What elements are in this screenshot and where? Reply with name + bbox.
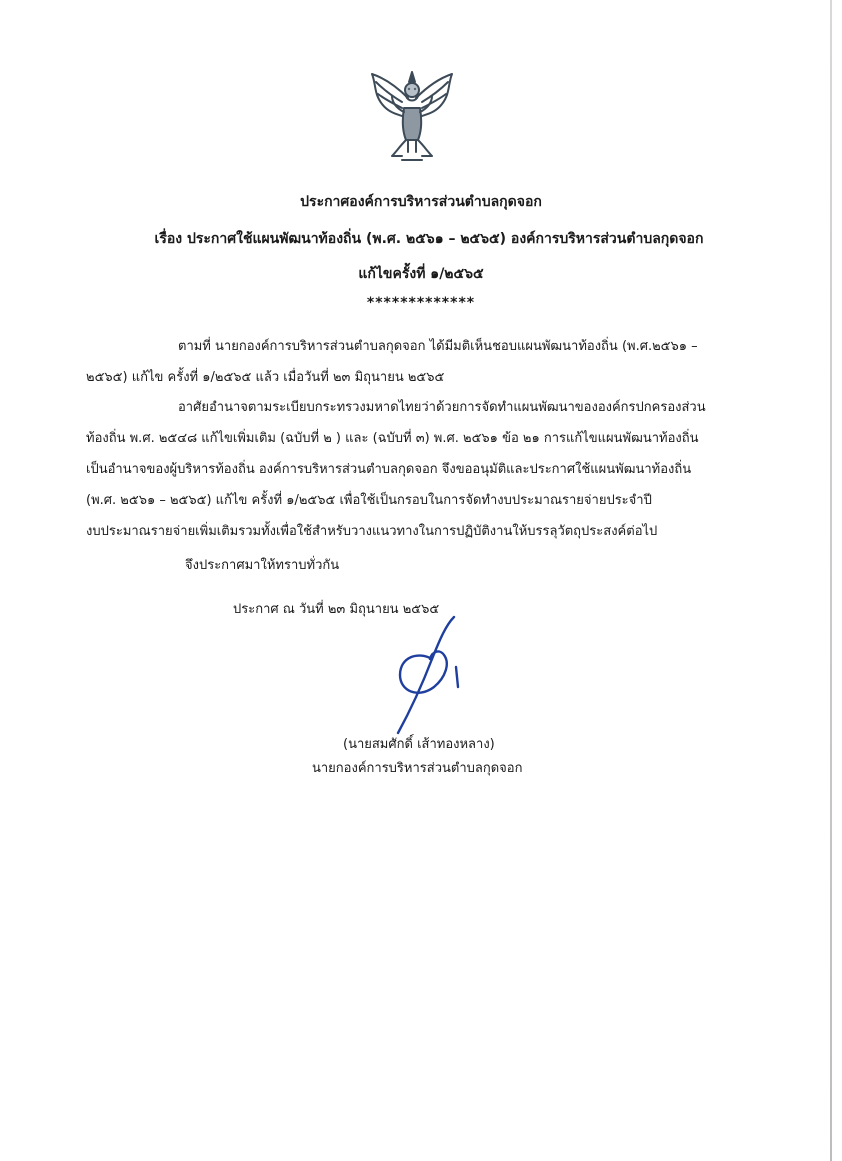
paragraph-1-line: ตามที่ นายกองค์การบริหารส่วนตำบลกุดจอก ได้มีมติเห็นชอบแผนพัฒนาท้องถิ่น (พ.ศ.๒๕๖๑ – (178, 339, 698, 354)
signatory-position: นายกองค์การบริหารส่วนตำบลกุดจอก (312, 761, 523, 776)
notice-revision: แก้ไขครั้งที่ ๑/๒๕๖๕ (358, 266, 484, 282)
announcement-date: ประกาศ ณ วันที่ ๒๓ มิถุนายน ๒๕๖๕ (233, 602, 440, 617)
separator-stars: ************* (366, 295, 476, 311)
closing-statement: จึงประกาศมาให้ทราบทั่วกัน (185, 558, 340, 573)
paragraph-1-line: ๒๕๖๕) แก้ไข ครั้งที่ ๑/๒๕๖๕ แล้ว เมื่อวันที่ ๒๓ มิถุนายน ๒๕๖๕ (86, 370, 445, 385)
handwritten-signature (370, 615, 480, 735)
notice-title: ประกาศองค์การบริหารส่วนตำบลกุดจอก (300, 194, 542, 210)
paragraph-2-line: ท้องถิ่น พ.ศ. ๒๕๔๘ แก้ไขเพิ่มเติม (ฉบับที่ ๒ ) และ (ฉบับที่ ๓) พ.ศ. ๒๕๖๑ ข้อ ๒๑ การแก้ไขแผนพัฒนาท้องถิ่น (86, 431, 699, 446)
page-edge (830, 0, 832, 1161)
signatory-name: (นายสมศักดิ์ เส้าทองหลาง) (343, 737, 495, 752)
paragraph-2-line: งบประมาณรายจ่ายเพิ่มเติมรวมทั้งเพื่อใช้สำหรับวางแนวทางในการปฏิบัติงานให้บรรลุวัตถุประสงค์ต่อไป (86, 524, 658, 539)
paragraph-2-line: เป็นอำนาจของผู้บริหารท้องถิ่น องค์การบริหารส่วนตำบลกุดจอก จึงขออนุมัติและประกาศใช้แผนพัฒนาท้องถิ่น (86, 462, 692, 477)
notice-subject: เรื่อง ประกาศใช้แผนพัฒนาท้องถิ่น (พ.ศ. ๒๕๖๑ – ๒๕๖๕) องค์การบริหารส่วนตำบลกุดจอก (154, 231, 704, 247)
paragraph-2-line: อาศัยอำนาจตามระเบียบกระทรวงมหาดไทยว่าด้วยการจัดทำแผนพัฒนาขององค์กรปกครองส่วน (178, 400, 706, 415)
paragraph-2-line: (พ.ศ. ๒๕๖๑ – ๒๕๖๕) แก้ไข ครั้งที่ ๑/๒๕๖๕ เพื่อใช้เป็นกรอบในการจัดทำงบประมาณรายจ่ายประจำปี (86, 493, 652, 508)
garuda-emblem-icon (362, 68, 462, 162)
